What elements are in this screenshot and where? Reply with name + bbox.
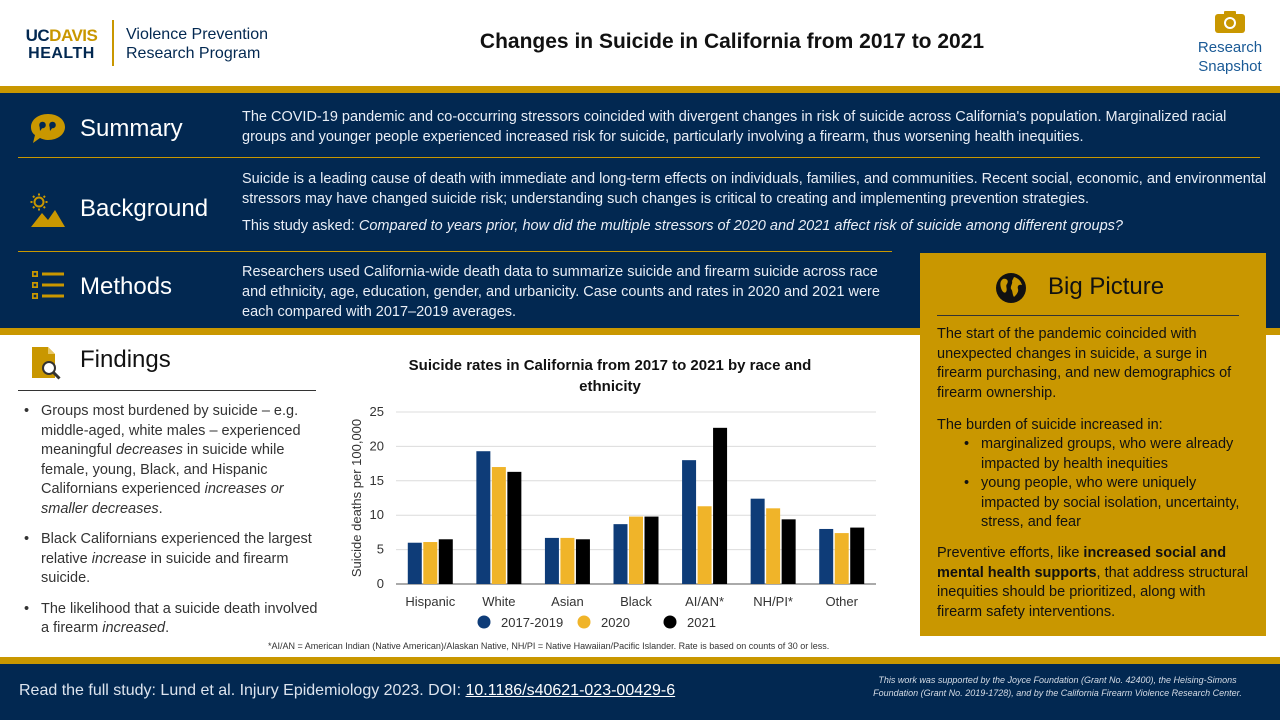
legend-marker bbox=[478, 616, 491, 629]
big-picture-title: Big Picture bbox=[1048, 273, 1165, 300]
question-text: Compared to years prior, how did the multiple stressors of 2020 and 2021 affect risk of suicide among different groups? bbox=[358, 218, 1123, 234]
finding-item: • Black Californians experienced the largest relative increase in suicide and firearm suicide. bbox=[22, 530, 318, 589]
header bbox=[0, 0, 1280, 86]
big-picture-list bbox=[937, 435, 1253, 533]
logo-davis-text: DAVIS bbox=[49, 26, 98, 45]
summary-title: Summary bbox=[80, 115, 183, 142]
summary-divider bbox=[18, 157, 1260, 158]
bar bbox=[560, 538, 574, 584]
big-picture-box bbox=[920, 253, 1266, 636]
findings-list bbox=[22, 402, 318, 650]
landscape-sun-icon bbox=[30, 193, 66, 229]
bar bbox=[614, 524, 628, 584]
footer-gold-bar bbox=[0, 657, 1280, 664]
y-tick-label: 25 bbox=[369, 404, 384, 419]
finding-item: • Groups most burdened by suicide – e.g. middle-aged, white males – experienced meaningful decreases in suicide while female, young, Black, and Hispanic Californians experienced increases or smaller decreases. bbox=[22, 402, 318, 519]
findings-title: Findings bbox=[80, 346, 171, 373]
chart-title: Suicide rates in California from 2017 to 2021 by race and ethnicity bbox=[408, 357, 812, 395]
y-tick-label: 20 bbox=[369, 438, 384, 454]
big-picture-para-2: The burden of suicide increased in: bbox=[937, 417, 1163, 433]
suicide-rate-bar-chart bbox=[340, 400, 900, 638]
footer bbox=[0, 664, 1280, 720]
methods-title: Methods bbox=[80, 273, 173, 300]
big-picture-bullet: • young people, who were uniquely impacted by social isolation, uncertainty, stress, and fear bbox=[937, 474, 1253, 533]
footer-citation: Read the full study: Lund et al. Injury Epidemiology 2023. DOI: 10.1186/s40621-023-00429-6 bbox=[19, 682, 676, 699]
bar bbox=[766, 508, 780, 584]
bar bbox=[507, 472, 521, 584]
bar bbox=[439, 539, 453, 584]
bar bbox=[492, 467, 506, 584]
x-tick-label: NH/PI* bbox=[753, 594, 794, 609]
big-picture-bullet: • marginalized groups, who were already impacted by health inequities bbox=[937, 435, 1253, 474]
program-line-1: Violence Prevention bbox=[126, 26, 269, 43]
summary-text: The COVID-19 pandemic and co-occurring stressors coincided with divergent changes in risk of suicide across California's population. Marginalized racial groups and younger people experienced increased risk for suicide, particularly involving a firearm, thus worsening health inequities. bbox=[242, 109, 1227, 145]
header-gold-bar bbox=[0, 86, 1280, 93]
logo-health-text: HEALTH bbox=[28, 45, 95, 62]
background-question bbox=[242, 216, 1272, 236]
program-line-2: Research Program bbox=[126, 45, 261, 62]
y-axis-label: Suicide deaths per 100,000 bbox=[349, 418, 364, 578]
funding-statement: This work was supported by the Joyce Foundation (Grant No. 42400), the Heising-Simons Foundation (Grant No. 2019-1728), and by the California Firearm Violence Research Center. bbox=[873, 675, 1242, 698]
background-title: Background bbox=[80, 195, 209, 222]
research-snapshot-badge bbox=[1190, 10, 1270, 76]
background-divider bbox=[18, 251, 892, 252]
y-tick-label: 15 bbox=[369, 472, 384, 488]
chart-footnote: *AI/AN = American Indian (Native American)/Alaskan Native, NH/PI = Native Hawaiian/Pacific Islander. Rate is based on counts of 30 or less. bbox=[268, 641, 830, 651]
bar bbox=[713, 428, 727, 584]
y-tick-label: 5 bbox=[376, 541, 384, 557]
bar bbox=[698, 506, 712, 584]
quote-bubble-icon bbox=[30, 113, 66, 145]
bar bbox=[629, 517, 643, 584]
x-tick-label: White bbox=[482, 594, 516, 609]
x-tick-label: Black bbox=[620, 594, 652, 609]
big-picture-divider bbox=[937, 315, 1239, 316]
big-picture-para-3: Preventive efforts, like increased social and mental health supports, that address structural inequities should be prioritized, along with firearm safety interventions. bbox=[937, 545, 1249, 620]
legend-label: 2017-2019 bbox=[501, 615, 564, 630]
x-tick-label: Asian bbox=[551, 594, 584, 609]
bar bbox=[782, 519, 796, 584]
question-prefix: This study asked: bbox=[242, 218, 359, 234]
logo-uc-text: UC bbox=[25, 26, 50, 45]
methods-text: Researchers used California-wide death data to summarize suicide and firearm suicide across race and ethnicity, age, education, gender, and urbanicity. Case counts and rates in 2020 and 2021 were each compared with 2017–2019 averages. bbox=[242, 264, 880, 320]
background-text: Suicide is a leading cause of death with immediate and long-term effects on individuals, families, and communities. Recent social, economic, and environmental stressors may have changed suicide risk; understanding such changes is critical to creating and implementing prevention strategies. bbox=[242, 171, 1267, 207]
legend-label: 2021 bbox=[687, 615, 716, 630]
bar bbox=[408, 543, 422, 584]
x-tick-label: AI/AN* bbox=[685, 594, 725, 609]
findings-divider bbox=[18, 390, 316, 391]
bar bbox=[576, 539, 590, 584]
document-search-icon bbox=[31, 346, 61, 380]
uc-davis-health-logo bbox=[19, 27, 104, 62]
legend-marker bbox=[664, 616, 677, 629]
globe-icon bbox=[994, 271, 1028, 305]
bar bbox=[751, 499, 765, 584]
program-name bbox=[126, 25, 268, 63]
legend-label: 2020 bbox=[601, 615, 630, 630]
bar bbox=[835, 533, 849, 584]
bar bbox=[423, 542, 437, 584]
logo-divider bbox=[112, 20, 114, 66]
y-tick-label: 0 bbox=[376, 576, 384, 591]
bar bbox=[819, 529, 833, 584]
snapshot-line-1: Research bbox=[1197, 39, 1263, 56]
x-tick-label: Hispanic bbox=[405, 594, 456, 609]
bar bbox=[476, 451, 490, 584]
big-picture-para-1: The start of the pandemic coincided with unexpected changes in suicide, a surge in firearm purchasing, and new demographics of firearm ownership. bbox=[937, 326, 1232, 401]
snapshot-line-2: Snapshot bbox=[1198, 58, 1262, 75]
doi-link[interactable]: 10.1186/s40621-023-00429-6 bbox=[465, 682, 676, 699]
list-icon bbox=[31, 270, 65, 300]
y-tick-label: 10 bbox=[369, 507, 384, 523]
bar bbox=[545, 538, 559, 584]
finding-item: • The likelihood that a suicide death involved a firearm increased. bbox=[22, 600, 318, 639]
legend-marker bbox=[578, 616, 591, 629]
bar bbox=[645, 517, 659, 584]
bar bbox=[850, 528, 864, 584]
camera-icon bbox=[1214, 10, 1246, 34]
x-tick-label: Other bbox=[825, 594, 858, 609]
page-title: Changes in Suicide in California from 2017 to 2021 bbox=[479, 30, 985, 53]
bar bbox=[682, 460, 696, 584]
